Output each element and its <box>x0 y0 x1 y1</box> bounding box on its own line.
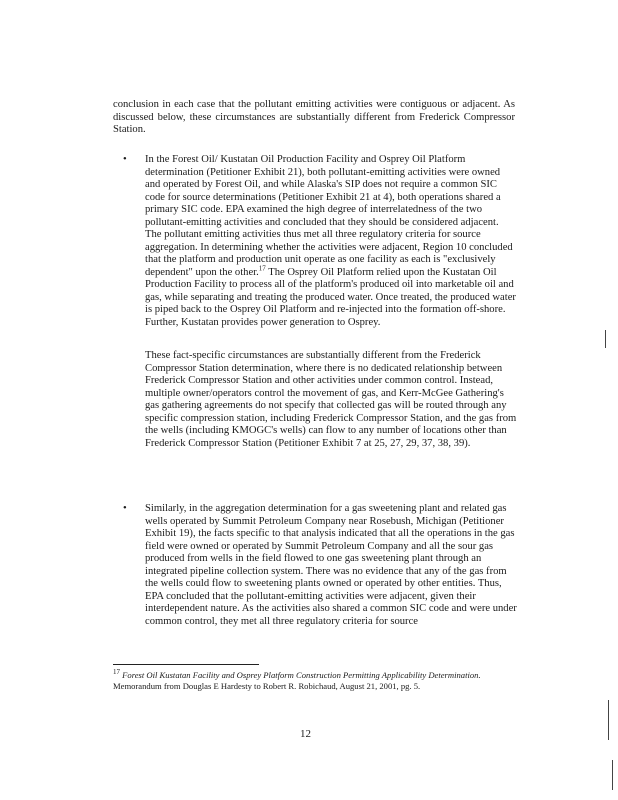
footnote-reference[interactable]: 17 <box>258 263 266 272</box>
bullet-paragraph-summit: Similarly, in the aggregation determination for a gas sweetening plant and related gas wells operated by Summit Petroleum Company near Rosebush, Michigan (Petitioner Exhibit 19), the facts specific to that analysis indicated that all the operations in the gas field were owned or operated by Summit Petroleum Company and all the sour gas produced from wells in the field flowed to one gas sweetening plant through an integrated pipeline collection system. There was no evidence that any of the gas from the wells could flow to sweetening plants owned or operated by other entities. Thus, EPA concluded that the pollutant-emitting activities were adjacent, given their interdependent nature. As the activities also shared a common SIC code and were under common control, they met all three regulatory criteria for source <box>145 503 517 627</box>
intro-paragraph: conclusion in each case that the pollutant emitting activities were contiguous or adjacent. As discussed below, these circumstances are substantially different from Frederick Compressor Station. <box>113 99 515 135</box>
footnote-text: Memorandum from Douglas E Hardesty to Robert R. Robichaud, August 21, 2001, pg. 5. <box>113 681 421 691</box>
bullet-marker-2: • <box>123 503 127 514</box>
footnote-number: 17 <box>113 668 120 677</box>
bullet-1-text: In the Forest Oil/ Kustatan Oil Production Facility and Osprey Oil Platform determination (Petitioner Exhibit 21), both pollutant-emitting activities were owned and operated by Forest Oil, and while Alaska's SIP does not require a common SIC code for source determinations (Petitioner Exhibit 21 at 4), both operations shared a primary SIC code. EPA examined the high degree of interrelatedness of the two pollutant-emitting activities and concluded that they should be considered adjacent. The pollutant emitting activities thus met all three regulatory criteria for source aggregation. In determining whether the activities were adjacent, Region 10 concluded that the platform and production unit operate as one facility as each is "exclusively dependent" upon the other. <box>145 154 513 278</box>
frederick-comparison-paragraph: These fact-specific circumstances are substantially different from the Frederick Compressor Station determination, where there is no dedicated relationship between Frederick Compressor Station and other activities under common control. Instead, multiple owner/operators control the movement of gas, and Kerr-McGee Gathering's gas gathering agreements do not specify that collected gas will be routed through any specific compression station, including Frederick Compressor Station, and the gas from the wells (including KMOGC's wells) can flow to any number of locations other than Frederick Compressor Station (Petitioner Exhibit 7 at 25, 27, 29, 37, 38, 39). <box>145 350 517 449</box>
scan-edge-mark <box>605 330 606 348</box>
footnote-title: Forest Oil Kustatan Facility and Osprey Platform Construction Permitting Applicability Determination. <box>122 670 481 680</box>
bullet-marker-1: • <box>123 154 127 165</box>
scan-edge-mark <box>612 760 613 790</box>
footnote <box>113 670 523 692</box>
page-number: 12 <box>300 728 311 740</box>
bullet-1-text-continued: The Osprey Oil Platform relied upon the Kustatan Oil Production Facility to process all of the platform's produced oil into marketable oil and gas, while separating and treating the produced water. Once treated, the produced water is piped back to the Osprey Oil Platform and re-injected into the formation off-shore. Further, Kustatan provides power generation to Osprey. <box>145 266 516 328</box>
footnote-divider <box>113 664 259 665</box>
bullet-paragraph-forest-oil <box>145 154 517 329</box>
scan-edge-mark <box>608 700 609 740</box>
